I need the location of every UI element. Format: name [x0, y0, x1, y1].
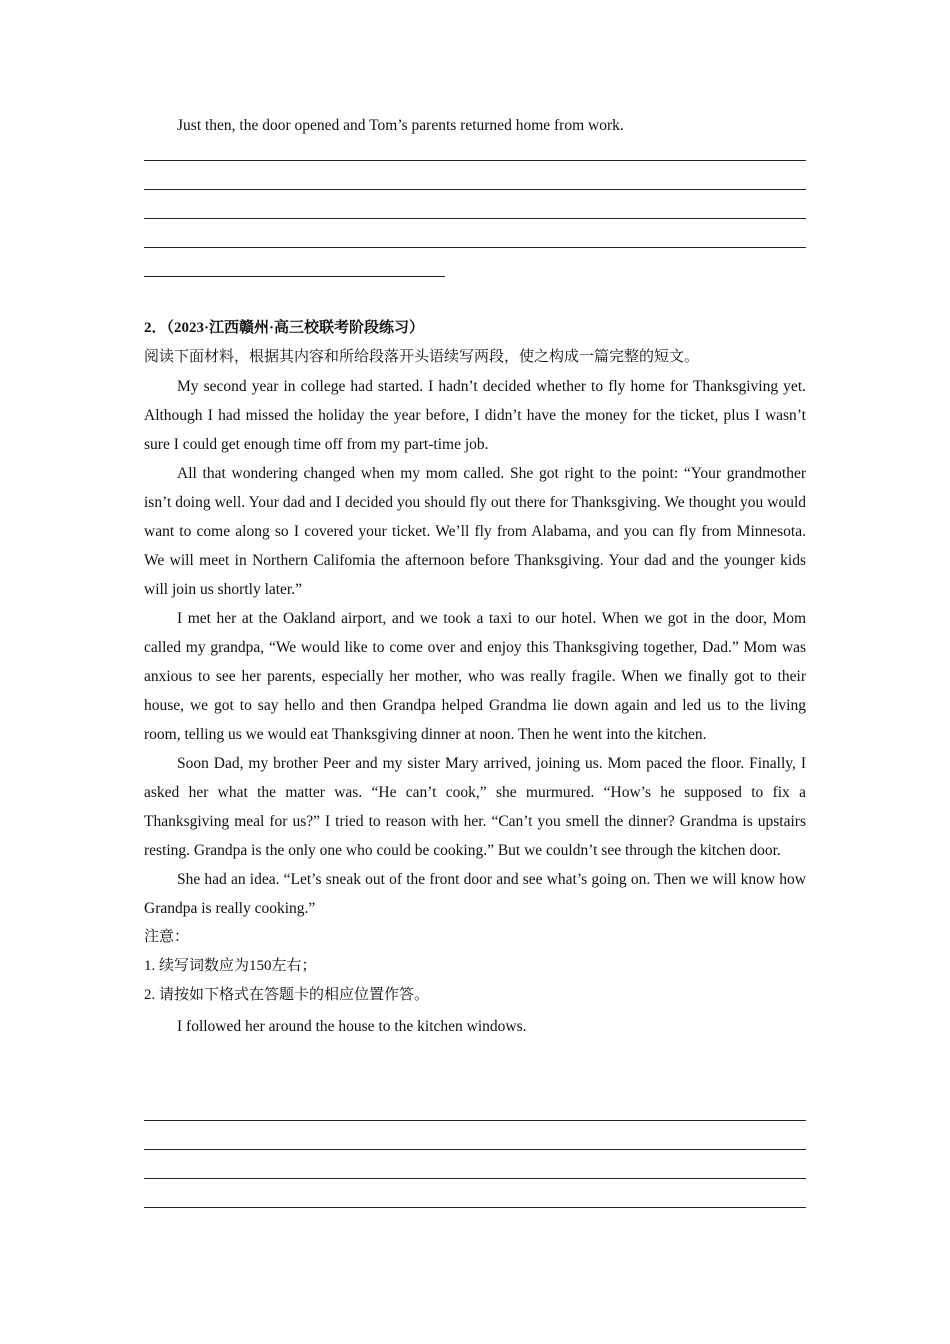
note-label: 注意：	[144, 929, 190, 945]
answer-line	[144, 218, 806, 219]
answer-line	[144, 247, 806, 248]
passage-paragraph: She had an idea. “Let’s sneak out of the front door and see what’s going on. Then we will know how Grandpa is really cooking.”	[144, 871, 806, 917]
note-item: 2. 请按如下格式在答题卡的相应位置作答。	[144, 987, 430, 1003]
question-instruction: 阅读下面材料，根据其内容和所给段落开头语续写两段，使之构成一篇完整的短文。	[144, 349, 700, 365]
answer-line	[144, 1207, 806, 1208]
answer-line	[144, 160, 806, 161]
passage-paragraph: My second year in college had started. I hadn’t decided whether to fly home for Thanksgiving yet. Although I had missed the holiday the year before, I didn’t have the money for the ticket, plus I wasn’t sure I could get enough time off from my part-time job.	[144, 378, 806, 453]
answer-line	[144, 1120, 806, 1121]
section1-starter: Just then, the door opened and Tom’s parents returned home from work.	[177, 117, 624, 134]
question-title: 2．（2023·江西赣州·高三校联考阶段练习）	[144, 320, 425, 336]
answer-line	[144, 1149, 806, 1150]
question-2	[144, 314, 806, 1041]
section2-starter: I followed her around the house to the kitchen windows.	[177, 1018, 527, 1035]
passage-paragraph: All that wondering changed when my mom called. She got right to the point: “Your grandmother isn’t doing well. Your dad and I decided you should fly out there for Thanksgiving. We thought you would want to come along so I covered your ticket. We’ll fly from Alabama, and you can fly from Minnesota. We will meet in Northern Califomia the afternoon before Thanksgiving. Your dad and the younger kids will join us shortly later.”	[144, 465, 806, 598]
note-item: 1. 续写词数应为150左右；	[144, 958, 317, 974]
passage-paragraph: Soon Dad, my brother Peer and my sister Mary arrived, joining us. Mom paced the floor. Finally, I asked her what the matter was. “He can’t cook,” she murmured. “How’s he supposed to fix a Thanksgiving meal for us?” I tried to reason with her. “Can’t you smell the dinner? Grandma is upstairs resting. Grandpa is the only one who could be cooking.” But we couldn’t see through the kitchen door.	[144, 755, 806, 859]
answer-line	[144, 276, 445, 277]
answer-line	[144, 189, 806, 190]
passage-paragraph: I met her at the Oakland airport, and we took a taxi to our hotel. When we got in the door, Mom called my grandpa, “We would like to come over and enjoy this Thanksgiving together, Dad.” Mom was anxious to see her parents, especially her mother, who was really fragile. When we finally got to their house, we got to say hello and then Grandpa helped Grandma lie down again and led us to the living room, telling us we would eat Thanksgiving dinner at noon. Then he went into the kitchen.	[144, 610, 806, 743]
answer-line	[144, 1178, 806, 1179]
